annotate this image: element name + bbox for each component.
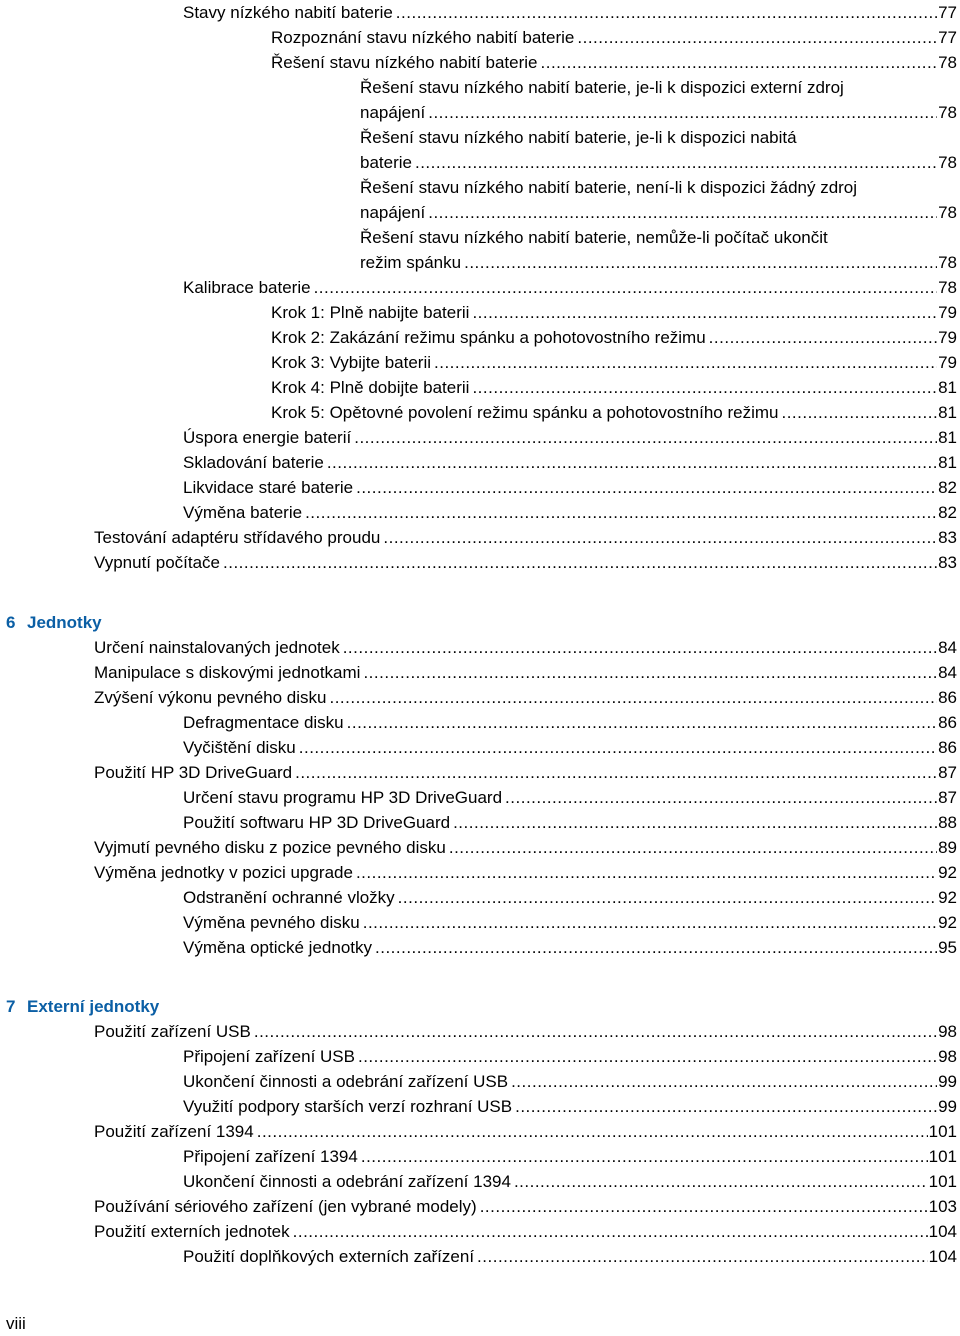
toc-entry-title: Ukončení činnosti a odebrání zařízení 1394 bbox=[183, 1172, 511, 1191]
toc-page-number: 78 bbox=[938, 153, 957, 172]
chapter-heading[interactable] bbox=[6, 610, 102, 635]
toc-entry[interactable] bbox=[271, 400, 957, 425]
toc-entry-title: Krok 1: Plně nabijte baterii bbox=[271, 303, 470, 322]
toc-entry-title: Úspora energie baterií bbox=[183, 428, 352, 447]
toc-entry-title: Stavy nízkého nabití baterie bbox=[183, 3, 393, 22]
toc-entry-title: Výměna pevného disku bbox=[183, 913, 360, 932]
toc-dot-leader bbox=[347, 710, 937, 735]
toc-entry[interactable] bbox=[94, 525, 957, 550]
toc-page-number: 101 bbox=[928, 1122, 957, 1141]
toc-entry[interactable] bbox=[183, 475, 957, 500]
toc-entry-title: napájení bbox=[360, 203, 426, 222]
toc-page-number: 88 bbox=[938, 813, 957, 832]
toc-entry[interactable] bbox=[183, 885, 957, 910]
toc-entry[interactable] bbox=[183, 1244, 957, 1269]
toc-page-number: 84 bbox=[938, 663, 957, 682]
toc-entry[interactable] bbox=[183, 450, 957, 475]
toc-dot-leader bbox=[464, 250, 937, 275]
toc-entry-title: Použití HP 3D DriveGuard bbox=[94, 763, 293, 782]
toc-page-number: 86 bbox=[938, 713, 957, 732]
toc-page-number: 95 bbox=[938, 938, 957, 957]
toc-page-number: 81 bbox=[938, 453, 957, 472]
toc-entry-title: Určení nainstalovaných jednotek bbox=[94, 638, 340, 657]
toc-dot-leader bbox=[356, 475, 937, 500]
toc-entry[interactable] bbox=[183, 710, 957, 735]
toc-entry-title: Připojení zařízení USB bbox=[183, 1047, 355, 1066]
toc-page-number: 92 bbox=[938, 913, 957, 932]
toc-page-number: 99 bbox=[938, 1097, 957, 1116]
toc-entry[interactable] bbox=[271, 25, 957, 50]
toc-dot-leader bbox=[363, 660, 937, 685]
toc-page-number: 104 bbox=[928, 1222, 957, 1241]
toc-page-number: 81 bbox=[938, 378, 957, 397]
toc-entry-title: Použití zařízení USB bbox=[94, 1022, 251, 1041]
toc-entry-title: napájení bbox=[360, 103, 426, 122]
toc-entry-title: Vypnutí počítače bbox=[94, 553, 221, 572]
toc-entry[interactable] bbox=[94, 1194, 957, 1219]
toc-entry[interactable] bbox=[183, 500, 957, 525]
chapter-heading[interactable] bbox=[6, 994, 159, 1019]
toc-dot-leader bbox=[358, 1044, 937, 1069]
toc-page-number: 77 bbox=[938, 3, 957, 22]
toc-page-number: 103 bbox=[928, 1197, 957, 1216]
toc-dot-leader bbox=[472, 300, 937, 325]
toc-entry[interactable] bbox=[183, 425, 957, 450]
toc-page-number: 89 bbox=[938, 838, 957, 857]
toc-entry[interactable] bbox=[183, 1069, 957, 1094]
toc-dot-leader bbox=[505, 785, 937, 810]
toc-entry-title: baterie bbox=[360, 153, 412, 172]
toc-page-number: 86 bbox=[938, 688, 957, 707]
toc-entry[interactable] bbox=[183, 910, 957, 935]
toc-entry-title: Vyjmutí pevného disku z pozice pevného disku bbox=[94, 838, 446, 857]
toc-dot-leader bbox=[363, 910, 937, 935]
toc-dot-leader bbox=[434, 350, 937, 375]
toc-entry-title: Řešení stavu nízkého nabití baterie, není-li k dispozici žádný zdroj bbox=[360, 178, 858, 197]
toc-dot-leader bbox=[343, 635, 937, 660]
toc-page-number: 104 bbox=[928, 1247, 957, 1266]
toc-entry[interactable] bbox=[94, 635, 957, 660]
toc-page-number: 86 bbox=[938, 738, 957, 757]
toc-entry-title: Testování adaptéru střídavého proudu bbox=[94, 528, 381, 547]
toc-dot-leader bbox=[428, 100, 937, 125]
toc-page-number: 98 bbox=[938, 1022, 957, 1041]
toc-entry[interactable] bbox=[183, 935, 957, 960]
toc-dot-leader bbox=[257, 1119, 928, 1144]
toc-page-number: 83 bbox=[938, 553, 957, 572]
toc-entry-title: Připojení zařízení 1394 bbox=[183, 1147, 358, 1166]
toc-entry[interactable] bbox=[360, 75, 957, 125]
toc-entry-title: Krok 4: Plně dobijte baterii bbox=[271, 378, 470, 397]
toc-dot-leader bbox=[709, 325, 937, 350]
toc-page-number: 79 bbox=[938, 353, 957, 372]
toc-entry[interactable] bbox=[94, 1119, 957, 1144]
toc-dot-leader bbox=[223, 550, 937, 575]
toc-entry[interactable] bbox=[183, 735, 957, 760]
toc-entry[interactable] bbox=[94, 550, 957, 575]
toc-page-number: 81 bbox=[938, 428, 957, 447]
toc-entry[interactable] bbox=[94, 1219, 957, 1244]
toc-entry[interactable] bbox=[183, 1094, 957, 1119]
toc-entry-title: Kalibrace baterie bbox=[183, 278, 311, 297]
toc-dot-leader bbox=[354, 425, 937, 450]
chapter-title: Externí jednotky bbox=[27, 997, 160, 1016]
toc-page-number: 87 bbox=[938, 788, 957, 807]
toc-entry[interactable] bbox=[360, 225, 957, 275]
toc-entry[interactable] bbox=[183, 0, 957, 25]
toc-dot-leader bbox=[327, 450, 937, 475]
toc-dot-leader bbox=[428, 200, 937, 225]
page-number: viii bbox=[6, 1314, 26, 1333]
toc-entry[interactable] bbox=[360, 125, 957, 175]
toc-entry[interactable] bbox=[271, 300, 957, 325]
toc-entry-title: Řešení stavu nízkého nabití baterie bbox=[271, 53, 538, 72]
toc-entry-title: Řešení stavu nízkého nabití baterie, nemůže-li počítač ukončit bbox=[360, 228, 828, 247]
toc-dot-leader bbox=[453, 810, 937, 835]
toc-page-number: 77 bbox=[938, 28, 957, 47]
toc-dot-leader bbox=[472, 375, 937, 400]
toc-page-number: 101 bbox=[928, 1147, 957, 1166]
toc-dot-leader bbox=[396, 0, 937, 25]
toc-entry[interactable] bbox=[183, 1144, 957, 1169]
toc-dot-leader bbox=[254, 1019, 937, 1044]
chapter-number: 6 bbox=[6, 613, 16, 632]
toc-entry-title: Krok 3: Vybijte baterii bbox=[271, 353, 431, 372]
toc-entry[interactable] bbox=[271, 375, 957, 400]
toc-dot-leader bbox=[477, 1244, 928, 1269]
toc-entry-title: Ukončení činnosti a odebrání zařízení USB bbox=[183, 1072, 509, 1091]
toc-dot-leader bbox=[356, 860, 937, 885]
toc-page-number: 92 bbox=[938, 863, 957, 882]
toc-dot-leader bbox=[781, 400, 937, 425]
toc-page-number: 78 bbox=[938, 253, 957, 272]
chapter-title: Jednotky bbox=[27, 613, 102, 632]
toc-dot-leader bbox=[415, 150, 937, 175]
toc-entry[interactable] bbox=[94, 860, 957, 885]
toc-entry-title: Vyčištění disku bbox=[183, 738, 296, 757]
toc-entry[interactable] bbox=[94, 685, 957, 710]
toc-entry-title: Výměna optické jednotky bbox=[183, 938, 372, 957]
toc-page-number: 92 bbox=[938, 888, 957, 907]
toc-entry-title: Výměna baterie bbox=[183, 503, 303, 522]
toc-page-number: 87 bbox=[938, 763, 957, 782]
toc-entry[interactable] bbox=[94, 660, 957, 685]
toc-page-number: 79 bbox=[938, 328, 957, 347]
toc-entry[interactable] bbox=[360, 175, 957, 225]
toc-entry-title: Používání sériového zařízení (jen vybrané modely) bbox=[94, 1197, 477, 1216]
toc-entry-title: Skladování baterie bbox=[183, 453, 324, 472]
toc-page-number: 98 bbox=[938, 1047, 957, 1066]
toc-page-number: 84 bbox=[938, 638, 957, 657]
toc-entry-title: Použití doplňkových externích zařízení bbox=[183, 1247, 475, 1266]
toc-entry-title: Defragmentace disku bbox=[183, 713, 344, 732]
toc-entry-title: Použití softwaru HP 3D DriveGuard bbox=[183, 813, 451, 832]
toc-entry[interactable] bbox=[183, 275, 957, 300]
toc-entry-title: Rozpoznání stavu nízkého nabití baterie bbox=[271, 28, 575, 47]
toc-dot-leader bbox=[305, 500, 937, 525]
toc-page-number: 101 bbox=[928, 1172, 957, 1191]
toc-entry-title: Krok 2: Zakázání režimu spánku a pohotovostního režimu bbox=[271, 328, 706, 347]
toc-dot-leader bbox=[383, 525, 937, 550]
toc-entry-title: Využití podpory starších verzí rozhraní USB bbox=[183, 1097, 513, 1116]
toc-dot-leader bbox=[514, 1169, 928, 1194]
toc-entry-title: Manipulace s diskovými jednotkami bbox=[94, 663, 361, 682]
toc-dot-leader bbox=[577, 25, 937, 50]
toc-entry[interactable] bbox=[183, 1044, 957, 1069]
toc-page-number: 78 bbox=[938, 53, 957, 72]
toc-entry-title: Odstranění ochranné vložky bbox=[183, 888, 395, 907]
toc-entry[interactable] bbox=[94, 835, 957, 860]
toc-entry[interactable] bbox=[183, 785, 957, 810]
toc-page-number: 99 bbox=[938, 1072, 957, 1091]
toc-dot-leader bbox=[480, 1194, 928, 1219]
toc-dot-leader bbox=[293, 1219, 928, 1244]
toc-entry-title: Řešení stavu nízkého nabití baterie, je-li k dispozici externí zdroj bbox=[360, 78, 844, 97]
toc-page-number: 82 bbox=[938, 478, 957, 497]
toc-page-number: 81 bbox=[938, 403, 957, 422]
toc-entry-title: Výměna jednotky v pozici upgrade bbox=[94, 863, 353, 882]
toc-dot-leader bbox=[295, 760, 937, 785]
toc-dot-leader bbox=[541, 50, 938, 75]
toc-entry[interactable] bbox=[183, 810, 957, 835]
toc-entry[interactable] bbox=[183, 1169, 957, 1194]
toc-dot-leader bbox=[511, 1069, 937, 1094]
toc-dot-leader bbox=[329, 685, 937, 710]
toc-dot-leader bbox=[515, 1094, 937, 1119]
toc-entry-title: Použití zařízení 1394 bbox=[94, 1122, 254, 1141]
toc-dot-leader bbox=[314, 275, 938, 300]
toc-page-number: 78 bbox=[938, 203, 957, 222]
toc-entry[interactable] bbox=[271, 350, 957, 375]
toc-dot-leader bbox=[299, 735, 937, 760]
toc-dot-leader bbox=[449, 835, 937, 860]
toc-entry-title: režim spánku bbox=[360, 253, 462, 272]
toc-dot-leader bbox=[375, 935, 937, 960]
toc-entry-title: Krok 5: Opětovné povolení režimu spánku a pohotovostního režimu bbox=[271, 403, 779, 422]
toc-page-number: 79 bbox=[938, 303, 957, 322]
toc-entry-title: Určení stavu programu HP 3D DriveGuard bbox=[183, 788, 503, 807]
toc-entry-title: Likvidace staré baterie bbox=[183, 478, 354, 497]
toc-entry[interactable] bbox=[94, 760, 957, 785]
toc-page-number: 82 bbox=[938, 503, 957, 522]
toc-entry-title: Použití externích jednotek bbox=[94, 1222, 290, 1241]
toc-dot-leader bbox=[398, 885, 937, 910]
toc-entry-title: Zvýšení výkonu pevného disku bbox=[94, 688, 327, 707]
toc-entry-title: Řešení stavu nízkého nabití baterie, je-li k dispozici nabitá bbox=[360, 128, 797, 147]
toc-page-number: 83 bbox=[938, 528, 957, 547]
toc-page-number: 78 bbox=[938, 103, 957, 122]
toc-entry[interactable] bbox=[271, 325, 957, 350]
chapter-number: 7 bbox=[6, 997, 16, 1016]
toc-entry[interactable] bbox=[94, 1019, 957, 1044]
toc-dot-leader bbox=[361, 1144, 928, 1169]
toc-page-number: 78 bbox=[938, 278, 957, 297]
toc-entry[interactable] bbox=[271, 50, 957, 75]
